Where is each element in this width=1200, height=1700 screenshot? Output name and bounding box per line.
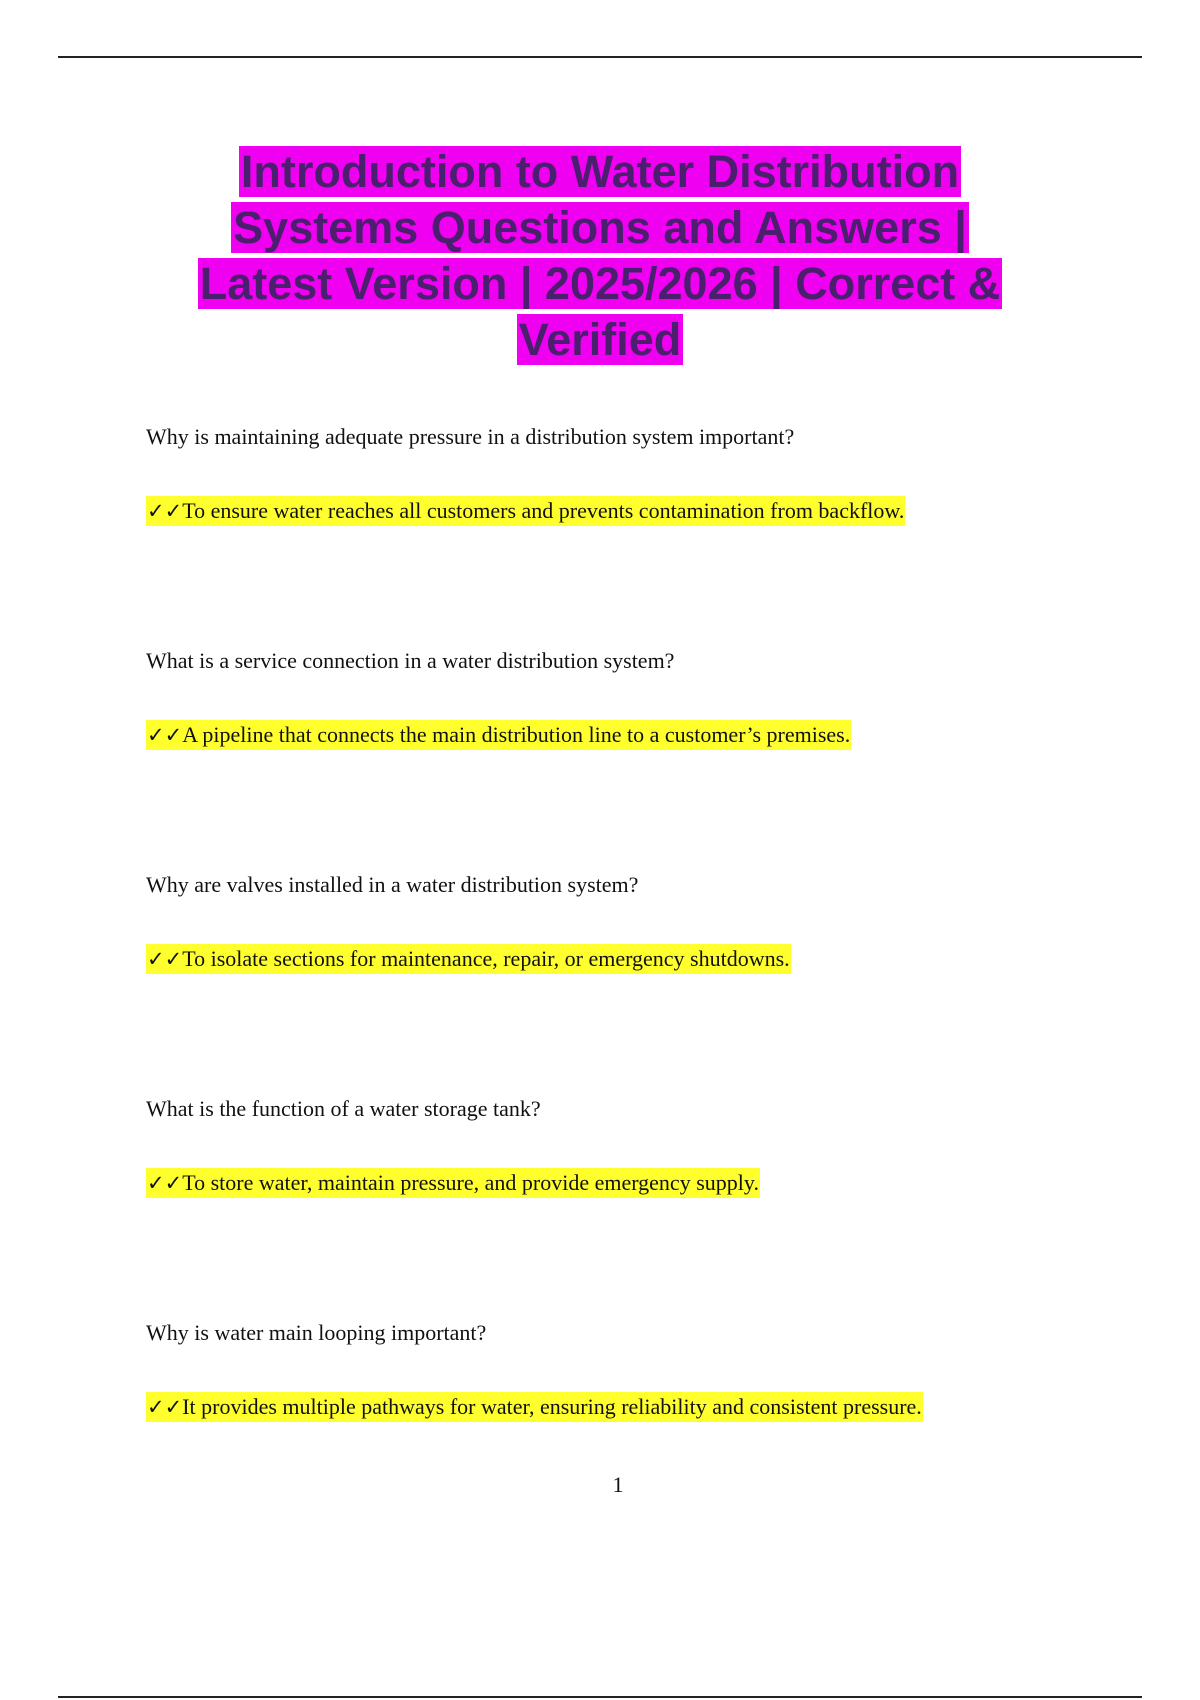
answer-highlight [146,1168,760,1198]
answer-highlight [146,720,851,750]
qa-item [146,1318,1106,1419]
question-text: Why is maintaining adequate pressure in a distribution system important? [146,424,795,449]
question-text: Why is water main looping important? [146,1320,487,1345]
answer-text [146,944,791,974]
double-check-icon: ✓✓ [147,723,183,747]
question-text: What is the function of a water storage tank? [146,1096,541,1121]
answer-label: It provides multiple pathways for water, ensuring reliability and consistent pressure. [182,1394,922,1419]
qa-item [146,646,1106,870]
answer-highlight [146,496,905,526]
title-line-2: Systems Questions and Answers | [233,202,967,253]
answer-highlight [146,944,791,974]
title-line-1: Introduction to Water Distribution [240,146,960,197]
double-check-icon: ✓✓ [147,947,183,971]
header-rule [58,56,1142,58]
double-check-icon: ✓✓ [147,499,183,523]
answer-label: A pipeline that connects the main distribution line to a customer’s premises. [182,722,851,747]
qa-list [146,422,1106,1419]
question-text: What is a service connection in a water distribution system? [146,648,675,673]
title-line-4: Verified [518,314,682,365]
answer-text [146,1392,923,1422]
qa-item [146,1094,1106,1318]
qa-item [146,870,1106,1094]
answer-text [146,720,851,750]
answer-highlight [146,1392,923,1422]
answer-label: To isolate sections for maintenance, repair, or emergency shutdowns. [182,946,790,971]
double-check-icon: ✓✓ [147,1171,183,1195]
answer-label: To store water, maintain pressure, and provide emergency supply. [182,1170,759,1195]
footer-rule [58,1696,1142,1698]
question-text: Why are valves installed in a water distribution system? [146,872,639,897]
page-number: 1 [612,1472,624,1497]
document-title [150,144,1050,368]
answer-text [146,1168,760,1198]
double-check-icon: ✓✓ [147,1395,183,1419]
title-line-3: Latest Version | 2025/2026 | Correct & [199,258,1001,309]
answer-text [146,496,905,526]
qa-item [146,422,1106,646]
answer-label: To ensure water reaches all customers and prevents contamination from backflow. [182,498,905,523]
